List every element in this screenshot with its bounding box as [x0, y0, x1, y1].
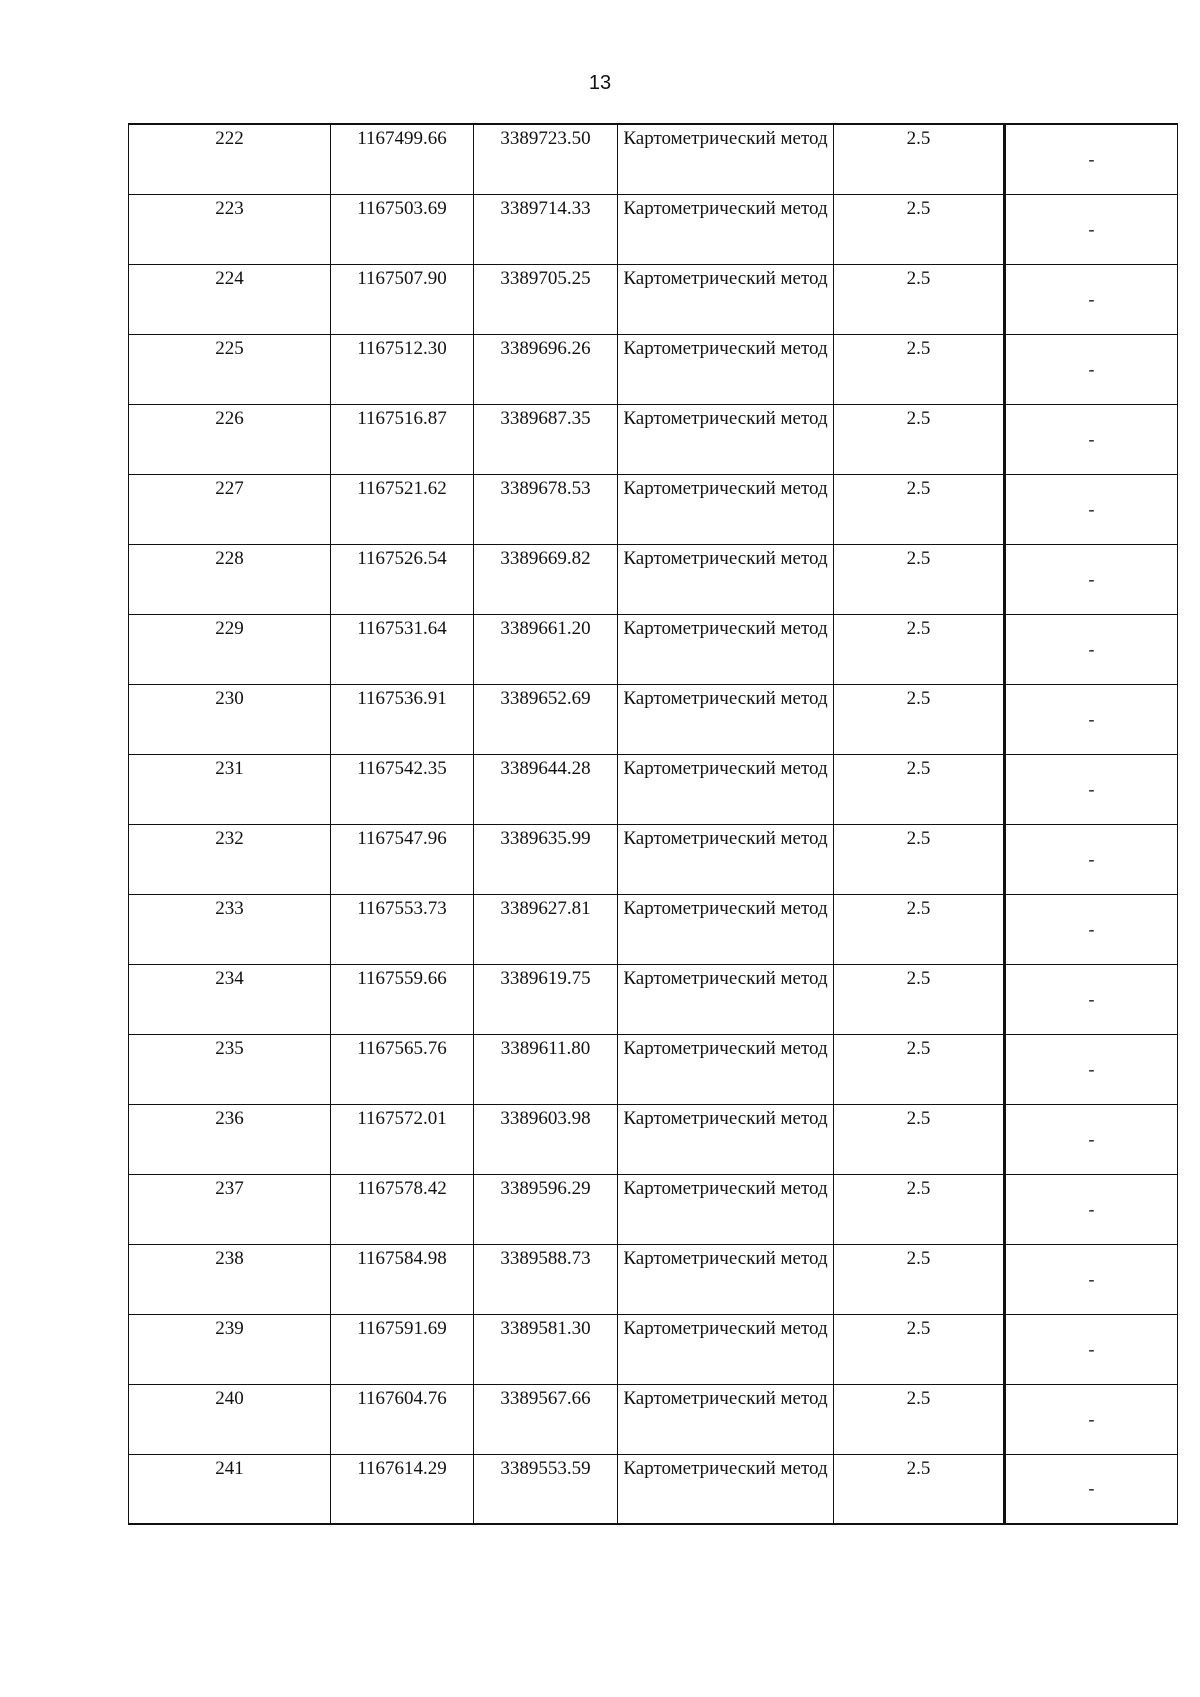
point-number-cell — [129, 1244, 331, 1314]
point-number-cell — [129, 1034, 331, 1104]
note-cell-text: - — [1088, 568, 1095, 589]
x-coordinate-cell — [331, 334, 474, 404]
y-coordinate-cell — [474, 334, 618, 404]
point-number-cell — [129, 1104, 331, 1174]
accuracy-cell-text: 2.5 — [906, 128, 931, 149]
table-body — [129, 124, 1178, 1524]
note-cell-text: - — [1088, 498, 1095, 519]
point-number-cell-text: 236 — [215, 1107, 244, 1129]
method-cell-text: Картометрический метод — [623, 1177, 828, 1199]
table-row — [129, 1244, 1178, 1314]
accuracy-cell-text: 2.5 — [906, 827, 931, 849]
x-coordinate-cell-text: 1167547.96 — [357, 827, 447, 849]
note-cell — [1005, 824, 1178, 894]
y-coordinate-cell-text: 3389611.80 — [500, 1037, 591, 1059]
accuracy-cell — [834, 334, 1005, 404]
x-coordinate-cell — [331, 1174, 474, 1244]
method-cell-text: Картометрический метод — [623, 1247, 828, 1269]
accuracy-cell-text: 2.5 — [906, 1317, 931, 1339]
point-number-cell — [129, 194, 331, 264]
x-coordinate-cell — [331, 124, 474, 194]
method-cell — [618, 544, 834, 614]
note-cell — [1005, 1384, 1178, 1454]
note-cell-text: - — [1088, 1058, 1095, 1079]
note-cell — [1005, 334, 1178, 404]
point-number-cell — [129, 684, 331, 754]
accuracy-cell-text: 2.5 — [906, 197, 931, 219]
point-number-cell — [129, 754, 331, 824]
x-coordinate-cell — [331, 684, 474, 754]
accuracy-cell-text: 2.5 — [906, 1247, 931, 1269]
method-cell — [618, 894, 834, 964]
y-coordinate-cell — [474, 1314, 618, 1384]
x-coordinate-cell — [331, 824, 474, 894]
y-coordinate-cell — [474, 1034, 618, 1104]
method-cell — [618, 684, 834, 754]
method-cell — [618, 474, 834, 544]
x-coordinate-cell — [331, 404, 474, 474]
method-cell — [618, 264, 834, 334]
method-cell — [618, 614, 834, 684]
table-row — [129, 614, 1178, 684]
x-coordinate-cell-text: 1167503.69 — [357, 197, 447, 219]
point-number-cell-text: 226 — [215, 407, 244, 429]
accuracy-cell — [834, 1314, 1005, 1384]
point-number-cell-text: 235 — [215, 1037, 244, 1059]
point-number-cell-text: 239 — [215, 1317, 244, 1339]
accuracy-cell-text: 2.5 — [906, 337, 931, 359]
method-cell-text: Картометрический метод — [623, 1037, 828, 1059]
y-coordinate-cell — [474, 894, 618, 964]
x-coordinate-cell-text: 1167559.66 — [357, 967, 447, 989]
point-number-cell — [129, 1174, 331, 1244]
table-row — [129, 824, 1178, 894]
table-row — [129, 474, 1178, 544]
note-cell-text: - — [1088, 778, 1095, 799]
point-number-cell-text: 230 — [215, 687, 244, 709]
note-cell — [1005, 1314, 1178, 1384]
note-cell — [1005, 894, 1178, 964]
x-coordinate-cell — [331, 964, 474, 1034]
point-number-cell — [129, 124, 331, 194]
point-number-cell-text: 232 — [215, 827, 244, 849]
y-coordinate-cell-text: 3389661.20 — [500, 617, 591, 639]
y-coordinate-cell — [474, 824, 618, 894]
method-cell — [618, 964, 834, 1034]
point-number-cell-text: 229 — [215, 617, 244, 639]
y-coordinate-cell — [474, 964, 618, 1034]
note-cell-text: - — [1088, 288, 1095, 309]
accuracy-cell — [834, 194, 1005, 264]
table-row — [129, 1314, 1178, 1384]
y-coordinate-cell — [474, 124, 618, 194]
note-cell-text: - — [1088, 1408, 1095, 1429]
y-coordinate-cell — [474, 614, 618, 684]
note-cell-text: - — [1088, 1128, 1095, 1149]
point-number-cell — [129, 894, 331, 964]
accuracy-cell-text: 2.5 — [906, 967, 931, 989]
x-coordinate-cell-text: 1167516.87 — [357, 407, 447, 429]
point-number-cell-text: 234 — [215, 967, 244, 989]
note-cell — [1005, 264, 1178, 334]
accuracy-cell — [834, 1454, 1005, 1524]
point-number-cell-text: 238 — [215, 1247, 244, 1269]
table-row — [129, 334, 1178, 404]
table-row — [129, 1174, 1178, 1244]
x-coordinate-cell — [331, 1104, 474, 1174]
note-cell-text: - — [1088, 1198, 1095, 1219]
x-coordinate-cell-text: 1167553.73 — [357, 897, 447, 919]
x-coordinate-cell — [331, 1384, 474, 1454]
table-row — [129, 124, 1178, 194]
x-coordinate-cell-text: 1167526.54 — [357, 547, 447, 569]
accuracy-cell-text: 2.5 — [906, 687, 931, 709]
y-coordinate-cell-text: 3389687.35 — [500, 407, 591, 429]
y-coordinate-cell-text: 3389627.81 — [500, 897, 591, 919]
accuracy-cell — [834, 1104, 1005, 1174]
x-coordinate-cell-text: 1167584.98 — [357, 1247, 447, 1269]
y-coordinate-cell — [474, 1454, 618, 1524]
note-cell — [1005, 194, 1178, 264]
point-number-cell-text: 231 — [215, 757, 244, 779]
accuracy-cell — [834, 474, 1005, 544]
table-row — [129, 964, 1178, 1034]
y-coordinate-cell-text: 3389567.66 — [500, 1387, 591, 1409]
accuracy-cell-text: 2.5 — [906, 1107, 931, 1129]
point-number-cell-text: 228 — [215, 547, 244, 569]
y-coordinate-cell — [474, 1104, 618, 1174]
note-cell-text: - — [1088, 918, 1095, 939]
y-coordinate-cell-text: 3389619.75 — [500, 967, 591, 989]
method-cell-text: Картометрический метод — [623, 617, 828, 639]
point-number-cell — [129, 1384, 331, 1454]
x-coordinate-cell — [331, 1314, 474, 1384]
point-number-cell — [129, 264, 331, 334]
method-cell-text: Картометрический метод — [623, 897, 828, 919]
accuracy-cell — [834, 754, 1005, 824]
accuracy-cell-text: 2.5 — [906, 267, 931, 289]
accuracy-cell — [834, 1034, 1005, 1104]
x-coordinate-cell — [331, 1034, 474, 1104]
x-coordinate-cell-text: 1167565.76 — [357, 1037, 447, 1059]
x-coordinate-cell-text: 1167536.91 — [357, 687, 447, 709]
x-coordinate-cell — [331, 474, 474, 544]
accuracy-cell — [834, 684, 1005, 754]
y-coordinate-cell — [474, 474, 618, 544]
y-coordinate-cell — [474, 684, 618, 754]
x-coordinate-cell — [331, 1454, 474, 1524]
note-cell — [1005, 474, 1178, 544]
table-row — [129, 1384, 1178, 1454]
point-number-cell-text: 233 — [215, 897, 244, 919]
note-cell-text: - — [1088, 218, 1095, 239]
method-cell — [618, 1174, 834, 1244]
accuracy-cell — [834, 614, 1005, 684]
accuracy-cell-text: 2.5 — [906, 1457, 931, 1479]
method-cell-text: Картометрический метод — [623, 1387, 828, 1409]
note-cell-text: - — [1088, 988, 1095, 1009]
accuracy-cell-text: 2.5 — [906, 1177, 931, 1199]
x-coordinate-cell-text: 1167507.90 — [357, 267, 447, 289]
note-cell — [1005, 754, 1178, 824]
x-coordinate-cell — [331, 894, 474, 964]
x-coordinate-cell-text: 1167572.01 — [357, 1107, 447, 1129]
y-coordinate-cell-text: 3389635.99 — [500, 827, 591, 849]
accuracy-cell-text: 2.5 — [906, 1387, 931, 1409]
y-coordinate-cell-text: 3389652.69 — [500, 687, 591, 709]
note-cell-text: - — [1088, 1338, 1095, 1359]
method-cell — [618, 194, 834, 264]
accuracy-cell-text: 2.5 — [906, 477, 931, 499]
note-cell-text: - — [1088, 1268, 1095, 1289]
method-cell-text: Картометрический метод — [623, 128, 828, 149]
accuracy-cell — [834, 1244, 1005, 1314]
x-coordinate-cell-text: 1167542.35 — [357, 757, 447, 779]
method-cell-text: Картометрический метод — [623, 1107, 828, 1129]
note-cell-text: - — [1088, 848, 1095, 869]
accuracy-cell — [834, 264, 1005, 334]
note-cell-text: - — [1088, 148, 1095, 169]
table-row — [129, 684, 1178, 754]
note-cell — [1005, 1034, 1178, 1104]
y-coordinate-cell — [474, 1174, 618, 1244]
method-cell-text: Картометрический метод — [623, 827, 828, 849]
note-cell — [1005, 124, 1178, 194]
method-cell-text: Картометрический метод — [623, 407, 828, 429]
note-cell — [1005, 614, 1178, 684]
method-cell — [618, 824, 834, 894]
point-number-cell-text: 241 — [215, 1457, 244, 1479]
note-cell-text: - — [1088, 428, 1095, 449]
y-coordinate-cell-text: 3389553.59 — [500, 1457, 591, 1479]
table-row — [129, 1104, 1178, 1174]
point-number-cell-text: 227 — [215, 477, 244, 499]
table-row — [129, 894, 1178, 964]
note-cell — [1005, 544, 1178, 614]
point-number-cell-text: 240 — [215, 1387, 244, 1409]
accuracy-cell — [834, 404, 1005, 474]
note-cell — [1005, 964, 1178, 1034]
point-number-cell-text: 222 — [215, 128, 244, 149]
point-number-cell — [129, 1454, 331, 1524]
method-cell-text: Картометрический метод — [623, 967, 828, 989]
point-number-cell — [129, 614, 331, 684]
note-cell — [1005, 1104, 1178, 1174]
note-cell-text: - — [1088, 1478, 1095, 1499]
coordinates-table — [128, 123, 1178, 1525]
point-number-cell — [129, 334, 331, 404]
note-cell-text: - — [1088, 638, 1095, 659]
note-cell — [1005, 1244, 1178, 1314]
accuracy-cell — [834, 964, 1005, 1034]
x-coordinate-cell-text: 1167591.69 — [357, 1317, 447, 1339]
y-coordinate-cell-text: 3389596.29 — [500, 1177, 591, 1199]
point-number-cell — [129, 474, 331, 544]
y-coordinate-cell-text: 3389603.98 — [500, 1107, 591, 1129]
accuracy-cell-text: 2.5 — [906, 547, 931, 569]
y-coordinate-cell — [474, 1384, 618, 1454]
y-coordinate-cell-text: 3389696.26 — [500, 337, 591, 359]
accuracy-cell — [834, 894, 1005, 964]
table-row — [129, 264, 1178, 334]
y-coordinate-cell-text: 3389714.33 — [500, 197, 591, 219]
x-coordinate-cell-text: 1167614.29 — [357, 1457, 447, 1479]
point-number-cell — [129, 1314, 331, 1384]
point-number-cell — [129, 964, 331, 1034]
note-cell — [1005, 1174, 1178, 1244]
table-row — [129, 1454, 1178, 1524]
y-coordinate-cell-text: 3389588.73 — [500, 1247, 591, 1269]
point-number-cell-text: 237 — [215, 1177, 244, 1199]
point-number-cell — [129, 544, 331, 614]
method-cell-text: Картометрический метод — [623, 1457, 828, 1479]
accuracy-cell — [834, 1384, 1005, 1454]
method-cell — [618, 1104, 834, 1174]
y-coordinate-cell — [474, 264, 618, 334]
x-coordinate-cell — [331, 544, 474, 614]
point-number-cell-text: 223 — [215, 197, 244, 219]
accuracy-cell — [834, 124, 1005, 194]
accuracy-cell-text: 2.5 — [906, 407, 931, 429]
x-coordinate-cell-text: 1167604.76 — [357, 1387, 447, 1409]
x-coordinate-cell — [331, 194, 474, 264]
y-coordinate-cell — [474, 754, 618, 824]
y-coordinate-cell — [474, 194, 618, 264]
accuracy-cell-text: 2.5 — [906, 897, 931, 919]
note-cell-text: - — [1088, 358, 1095, 379]
x-coordinate-cell — [331, 754, 474, 824]
method-cell-text: Картометрический метод — [623, 547, 828, 569]
y-coordinate-cell-text: 3389678.53 — [500, 477, 591, 499]
x-coordinate-cell — [331, 264, 474, 334]
method-cell — [618, 754, 834, 824]
method-cell — [618, 1034, 834, 1104]
page-number: 13 — [588, 72, 612, 94]
method-cell — [618, 1384, 834, 1454]
method-cell-text: Картометрический метод — [623, 757, 828, 779]
y-coordinate-cell-text: 3389644.28 — [500, 757, 591, 779]
note-cell — [1005, 684, 1178, 754]
table-row — [129, 544, 1178, 614]
accuracy-cell — [834, 1174, 1005, 1244]
x-coordinate-cell — [331, 1244, 474, 1314]
x-coordinate-cell-text: 1167499.66 — [357, 128, 447, 149]
method-cell-text: Картометрический метод — [623, 1317, 828, 1339]
y-coordinate-cell-text: 3389581.30 — [500, 1317, 591, 1339]
table-row — [129, 194, 1178, 264]
method-cell-text: Картометрический метод — [623, 687, 828, 709]
method-cell — [618, 404, 834, 474]
method-cell-text: Картометрический метод — [623, 267, 828, 289]
method-cell — [618, 1454, 834, 1524]
point-number-cell-text: 224 — [215, 267, 244, 289]
method-cell — [618, 1314, 834, 1384]
method-cell-text: Картометрический метод — [623, 477, 828, 499]
method-cell — [618, 334, 834, 404]
point-number-cell-text: 225 — [215, 337, 244, 359]
accuracy-cell-text: 2.5 — [906, 617, 931, 639]
y-coordinate-cell-text: 3389705.25 — [500, 267, 591, 289]
y-coordinate-cell-text: 3389723.50 — [500, 128, 591, 149]
table-row — [129, 1034, 1178, 1104]
x-coordinate-cell — [331, 614, 474, 684]
x-coordinate-cell-text: 1167521.62 — [357, 477, 447, 499]
y-coordinate-cell — [474, 404, 618, 474]
note-cell — [1005, 404, 1178, 474]
y-coordinate-cell-text: 3389669.82 — [500, 547, 591, 569]
method-cell-text: Картометрический метод — [623, 197, 828, 219]
note-cell — [1005, 1454, 1178, 1524]
y-coordinate-cell — [474, 544, 618, 614]
x-coordinate-cell-text: 1167531.64 — [357, 617, 447, 639]
accuracy-cell — [834, 824, 1005, 894]
accuracy-cell-text: 2.5 — [906, 1037, 931, 1059]
table-row — [129, 404, 1178, 474]
accuracy-cell — [834, 544, 1005, 614]
method-cell — [618, 1244, 834, 1314]
point-number-cell — [129, 824, 331, 894]
y-coordinate-cell — [474, 1244, 618, 1314]
x-coordinate-cell-text: 1167578.42 — [357, 1177, 447, 1199]
x-coordinate-cell-text: 1167512.30 — [357, 337, 447, 359]
accuracy-cell-text: 2.5 — [906, 757, 931, 779]
point-number-cell — [129, 404, 331, 474]
note-cell-text: - — [1088, 708, 1095, 729]
method-cell — [618, 124, 834, 194]
table-row — [129, 754, 1178, 824]
method-cell-text: Картометрический метод — [623, 337, 828, 359]
